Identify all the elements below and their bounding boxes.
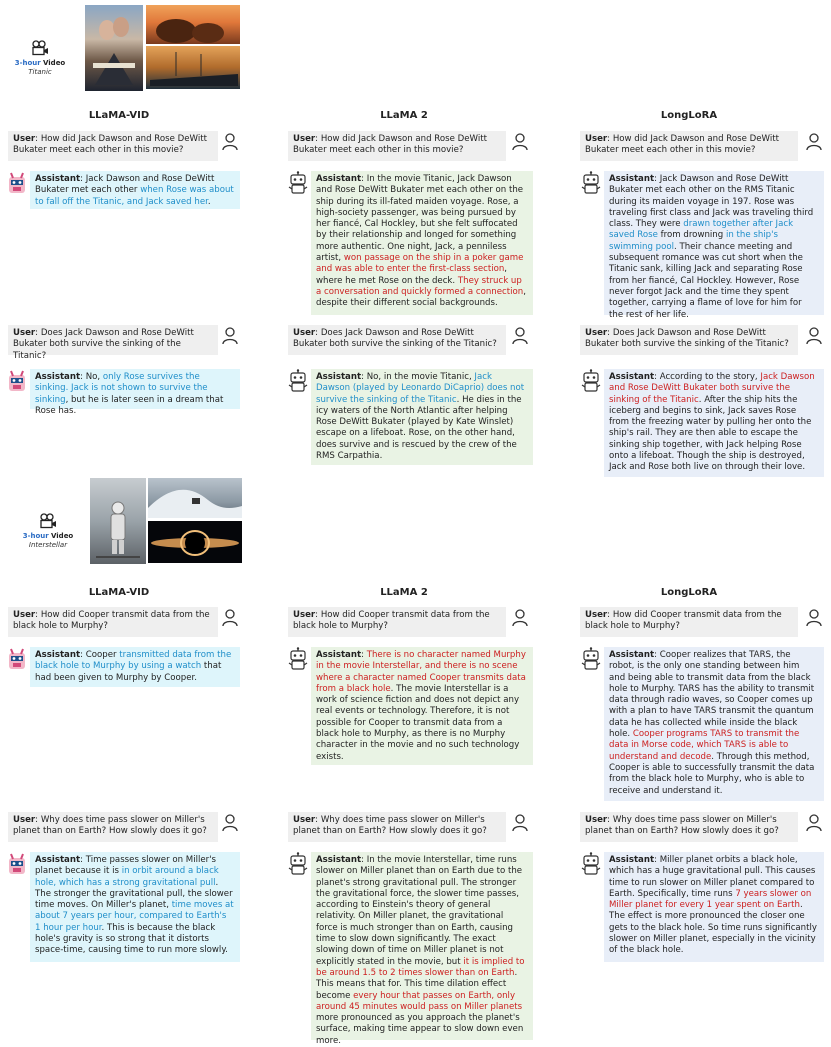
highlight-correct: transmitted data from the black hole to Murphy by using a watch bbox=[35, 650, 232, 672]
highlight-incorrect: They struck up a conversation and quickly formed a connection bbox=[316, 275, 524, 297]
user-question-bubble: User: Does Jack Dawson and Rose DeWitt Bukater both survive the sinking of the Titanic? bbox=[288, 325, 506, 355]
video-word: Video bbox=[50, 532, 74, 540]
user-question-text: How did Jack Dawson and Rose DeWitt Bukater meet each other in this movie? bbox=[293, 134, 487, 156]
interstellar-blackhole-art bbox=[148, 521, 242, 563]
user-label: User bbox=[293, 328, 316, 338]
column-title-llama2: LLaMA 2 bbox=[380, 587, 428, 598]
assistant-answer-llama2: Assistant: In the movie Titanic, Jack Dawson and Rose DeWitt Bukater met each other on the ship during its ill-fated maiden voyage. Rose, a high-society passenger, was being pursued by her fiancé, Cal Hockley, but she felt suffocated by their relationship and longed for something more authentic. One night, Jack, a penniless artist, won passage on the ship in a poker game and was able to enter the first-class section, where he met Rose on the deck. They struck up a conversation and quickly formed a connection, despite their different social backgrounds. bbox=[311, 171, 533, 315]
robot-icon bbox=[580, 852, 602, 876]
user-icon bbox=[512, 814, 528, 832]
assistant-label: Assistant bbox=[316, 372, 362, 382]
assistant-label: Assistant bbox=[35, 372, 81, 382]
user-question-text: How did Jack Dawson and Rose DeWitt Bukater meet each other in this movie? bbox=[585, 134, 779, 156]
column-title-llamavid: LLaMA-VID bbox=[88, 110, 150, 121]
user-icon bbox=[512, 133, 528, 151]
robot-icon bbox=[287, 647, 309, 671]
assistant-label: Assistant bbox=[316, 174, 362, 184]
assistant-answer-llamavid: Assistant: No, only Rose survives the sinking. Jack is not shown to survive the sinking, but he is later seen in a dream that Rose has. bbox=[30, 369, 240, 409]
user-question-text: How did Jack Dawson and Rose DeWitt Bukater meet each other in this movie? bbox=[13, 134, 207, 156]
video-label-titanic bbox=[10, 40, 70, 77]
user-question-bubble: User: Does Jack Dawson and Rose DeWitt Bukater both survive the sinking of the Titanic? bbox=[580, 325, 798, 355]
user-label: User bbox=[13, 328, 36, 338]
assistant-label: Assistant bbox=[609, 650, 655, 660]
assistant-answer-llama2: Assistant: No, in the movie Titanic, Jack Dawson (played by Leonardo DiCaprio) does not survive the sinking of the Titanic. He dies in the icy waters of the North Atlantic after helping Rose DeWitt Bukater (played by Kate Winslet) escape on a lifeboat. Rose, on the other hand, does survive and is rescued by the crew of the RMS Carpathia. bbox=[311, 369, 533, 465]
titanic-sunset-art bbox=[146, 5, 240, 44]
highlight-correct: in orbit around a black hole, which has a strong gravitational pull bbox=[35, 866, 219, 888]
user-question-text: Does Jack Dawson and Rose DeWitt Bukater both survive the sinking of the Titanic? bbox=[13, 328, 194, 361]
user-question-bubble: User: Why does time pass slower on Miller's planet than on Earth? How slowly does it go? bbox=[8, 812, 218, 842]
highlight-correct: only Rose survives the sinking. Jack is not shown to survive the sinking bbox=[35, 372, 208, 405]
video-camera-icon bbox=[38, 513, 58, 529]
assistant-label: Assistant bbox=[609, 174, 655, 184]
llama-avatar-icon bbox=[6, 369, 28, 393]
assistant-answer-llamavid: Assistant: Time passes slower on Miller's planet because it is in orbit around a black hole, which has a strong gravitational pull. The stronger the gravitational pull, the slower time moves. On Miller's planet, time moves at about 7 years per hour, compared to Earth's 1 hour per hour. This is because the black hole's gravity is so strong that it distorts space-time, causing time to run more slowly. bbox=[30, 852, 240, 962]
user-label: User bbox=[585, 610, 608, 620]
user-question-bubble: User: How did Jack Dawson and Rose DeWitt Bukater meet each other in this movie? bbox=[580, 131, 798, 161]
assistant-answer-llamavid: Assistant: Jack Dawson and Rose DeWitt Bukater met each other when Rose was about to fall off the Titanic, and Jack saved her. bbox=[30, 171, 240, 209]
interstellar-wave-frame bbox=[148, 478, 242, 518]
highlight-correct: when Rose was about to fall off the Titanic, and Jack saved her bbox=[35, 185, 234, 207]
video-duration: 3-hour bbox=[22, 532, 49, 540]
assistant-label: Assistant bbox=[35, 855, 81, 865]
column-title-llama2: LLaMA 2 bbox=[380, 110, 428, 121]
video-title: Interstellar bbox=[28, 541, 68, 549]
user-question-text: Does Jack Dawson and Rose DeWitt Bukater both survive the sinking of the Titanic? bbox=[293, 328, 497, 350]
user-label: User bbox=[585, 815, 608, 825]
llama-avatar-icon bbox=[6, 171, 28, 195]
user-icon bbox=[806, 133, 822, 151]
user-question-bubble: User: Why does time pass slower on Miller's planet than on Earth? How slowly does it go? bbox=[288, 812, 506, 842]
user-icon bbox=[222, 327, 238, 345]
user-label: User bbox=[13, 134, 36, 144]
video-title: Titanic bbox=[28, 68, 52, 76]
highlight-incorrect: it is implied to be around 1.5 to 2 times slower than on Earth bbox=[316, 956, 525, 978]
user-question-bubble: User: Why does time pass slower on Miller's planet than on Earth? How slowly does it go? bbox=[580, 812, 798, 842]
highlight-incorrect: every hour that passes on Earth, only around 45 minutes would pass on Miller planets bbox=[316, 990, 523, 1012]
llama-avatar-icon bbox=[6, 852, 28, 876]
user-question-text: Why does time pass slower on Miller's planet than on Earth? How slowly does it go? bbox=[293, 815, 487, 837]
robot-icon bbox=[287, 369, 309, 393]
robot-icon bbox=[580, 171, 602, 195]
video-camera-icon bbox=[30, 40, 50, 56]
user-label: User bbox=[13, 815, 36, 825]
interstellar-blackhole-frame bbox=[148, 521, 242, 563]
video-label-interstellar bbox=[18, 513, 78, 550]
user-question-text: Why does time pass slower on Miller's planet than on Earth? How slowly does it go? bbox=[13, 815, 207, 837]
titanic-poster-art bbox=[85, 5, 143, 91]
user-label: User bbox=[293, 134, 316, 144]
assistant-answer-longlora: Assistant: Cooper realizes that TARS, the robot, is the only one standing between him and being able to transmit data from the black hole to Murphy. TARS has the ability to transmit data through radio waves, so Cooper comes up with a plan to have TARS transmit the quantum data he has collected while inside the black hole. Cooper programs TARS to transmit the data in Morse code, which TARS is able to understand and decode. Through this method, Cooper is able to successfully transmit the data from the black hole to Murphy, who is able to receive and understand it. bbox=[604, 647, 824, 801]
assistant-label: Assistant bbox=[316, 855, 362, 865]
assistant-answer-llama2: Assistant: There is no character named Murphy in the movie Interstellar, and there is no scene where a character named Cooper transmits data from a black hole. The movie Interstellar is a work of science fiction and does not depict any real events or technology. Therefore, it is not possible for Cooper to transmit data from a black hole to Murphy, as there is no Murphy character in the movie and no such technology exists. bbox=[311, 647, 533, 765]
assistant-answer-llama2: Assistant: In the movie Interstellar, time runs slower on Miller planet than on Earth due to the planet's strong gravitational pull. The stronger the gravitational force, the slower time passes, according to Einstein's theory of general relativity. On Miller planet, the gravitational force is much stronger than on Earth, causing time to slow down significantly. The exact slowing down of time on Miller planet is not explicitly stated in the movie, but it is implied to be around 1.5 to 2 times slower than on Earth. This means that for. This time dilation effect become every hour that passes on Earth, only around 45 minutes would pass on Miller planets more pronounced as you approach the planet's surface, making time appear to slow down even more. bbox=[311, 852, 533, 1040]
highlight-incorrect: Cooper programs TARS to transmit the data in Morse code, which TARS is able to understand and decode bbox=[609, 729, 800, 762]
robot-icon bbox=[580, 647, 602, 671]
highlight-correct: time moves at about 7 years per hour, compared to Earth's 1 hour per hour bbox=[35, 900, 234, 933]
interstellar-wave-art bbox=[148, 478, 242, 518]
highlight-incorrect: Jack Dawson and Rose DeWitt Bukater both survive the sinking of the Titanic bbox=[609, 372, 815, 405]
column-title-longlora: LongLoRA bbox=[660, 110, 718, 121]
user-question-bubble: User: How did Cooper transmit data from the black hole to Murphy? bbox=[580, 607, 798, 637]
user-question-text: How did Cooper transmit data from the black hole to Murphy? bbox=[585, 610, 782, 632]
robot-icon bbox=[287, 171, 309, 195]
highlight-correct: Jack Dawson (played by Leonardo DiCaprio) does not survive the sinking of the Titanic bbox=[316, 372, 525, 405]
user-icon bbox=[806, 609, 822, 627]
user-question-bubble: User: Does Jack Dawson and Rose DeWitt Bukater both survive the sinking of the Titanic? bbox=[8, 325, 218, 355]
assistant-answer-longlora: Assistant: According to the story, Jack Dawson and Rose DeWitt Bukater both survive the sinking of the Titanic. After the ship hits the iceberg and begins to sink, Jack saves Rose from the freezing water by pulling her onto the ship's rail. They are then able to escape the sinking ship together, with Jack helping Rose onto a lifeboat. Though the ship is destroyed, Jack and Rose both live on through their love. bbox=[604, 369, 824, 477]
user-label: User bbox=[13, 610, 36, 620]
user-icon bbox=[222, 609, 238, 627]
interstellar-poster-image bbox=[90, 478, 146, 564]
user-label: User bbox=[293, 610, 316, 620]
assistant-label: Assistant bbox=[609, 372, 655, 382]
highlight-incorrect: There is no character named Murphy in the movie Interstellar, and there is no scene where a character named Cooper transmits data from a black hole bbox=[316, 650, 526, 694]
robot-icon bbox=[287, 852, 309, 876]
user-icon bbox=[806, 814, 822, 832]
assistant-label: Assistant bbox=[609, 855, 655, 865]
robot-icon bbox=[580, 369, 602, 393]
titanic-ship-frame bbox=[146, 46, 240, 89]
user-question-bubble: User: How did Jack Dawson and Rose DeWitt Bukater meet each other in this movie? bbox=[8, 131, 218, 161]
highlight-correct: drawn together after Jack saved Rose bbox=[609, 219, 794, 241]
user-question-text: Does Jack Dawson and Rose DeWitt Bukater both survive the sinking of the Titanic? bbox=[585, 328, 789, 350]
video-word: Video bbox=[42, 59, 66, 67]
video-duration: 3-hour bbox=[14, 59, 41, 67]
user-icon bbox=[806, 327, 822, 345]
llama-avatar-icon bbox=[6, 647, 28, 671]
highlight-correct: in the ship's swimming pool bbox=[609, 230, 778, 252]
user-icon bbox=[222, 814, 238, 832]
assistant-label: Assistant bbox=[35, 650, 81, 660]
user-icon bbox=[222, 133, 238, 151]
titanic-sunset-frame bbox=[146, 5, 240, 44]
user-question-bubble: User: How did Cooper transmit data from the black hole to Murphy? bbox=[288, 607, 506, 637]
titanic-ship-art bbox=[146, 46, 240, 89]
titanic-poster-image bbox=[85, 5, 143, 91]
assistant-label: Assistant bbox=[35, 174, 81, 184]
user-question-text: How did Cooper transmit data from the black hole to Murphy? bbox=[13, 610, 210, 632]
column-title-longlora: LongLoRA bbox=[660, 587, 718, 598]
assistant-label: Assistant bbox=[316, 650, 362, 660]
user-question-bubble: User: How did Jack Dawson and Rose DeWitt Bukater meet each other in this movie? bbox=[288, 131, 506, 161]
highlight-incorrect: 7 years slower on Miller planet for every 1 year spent on Earth bbox=[609, 888, 812, 911]
interstellar-poster-art bbox=[90, 478, 146, 564]
assistant-answer-longlora: Assistant: Jack Dawson and Rose DeWitt Bukater met each other on the RMS Titanic during its maiden voyage in 197. Rose was traveling first class and Jack was traveling third class. They were drawn together after Jack saved Rose from drowning in the ship's swimming pool. Their chance meeting and subsequent romance was cut short when the Titanic sank, killing Jack and separating Rose from her fiancé, Cal Hockley. However, Rose never forgot Jack and the time they spent together, carrying a flame of love for him for the rest of her life. bbox=[604, 171, 824, 315]
user-question-text: Why does time pass slower on Miller's planet than on Earth? How slowly does it go? bbox=[585, 815, 779, 837]
user-label: User bbox=[585, 134, 608, 144]
column-title-llamavid: LLaMA-VID bbox=[88, 587, 150, 598]
user-label: User bbox=[293, 815, 316, 825]
user-question-bubble: User: How did Cooper transmit data from the black hole to Murphy? bbox=[8, 607, 218, 637]
user-icon bbox=[512, 609, 528, 627]
highlight-incorrect: won passage on the ship in a poker game and was able to enter the first-class section bbox=[316, 253, 524, 275]
user-label: User bbox=[585, 328, 608, 338]
assistant-answer-llamavid: Assistant: Cooper transmitted data from the black hole to Murphy by using a watch that had been given to Murphy by Cooper. bbox=[30, 647, 240, 687]
user-icon bbox=[512, 327, 528, 345]
user-question-text: How did Cooper transmit data from the black hole to Murphy? bbox=[293, 610, 490, 632]
assistant-answer-longlora: Assistant: Miller planet orbits a black hole, which has a huge gravitational pull. This causes time to run slower on Miller planet compared to Earth. Specifically, time runs 7 years slower on Miller planet for every 1 year spent on Earth. The effect is more pronounced the closer one gets to the black hole. So time runs significantly slower on Miller planet, especially in the vicinity of the black hole. bbox=[604, 852, 824, 962]
